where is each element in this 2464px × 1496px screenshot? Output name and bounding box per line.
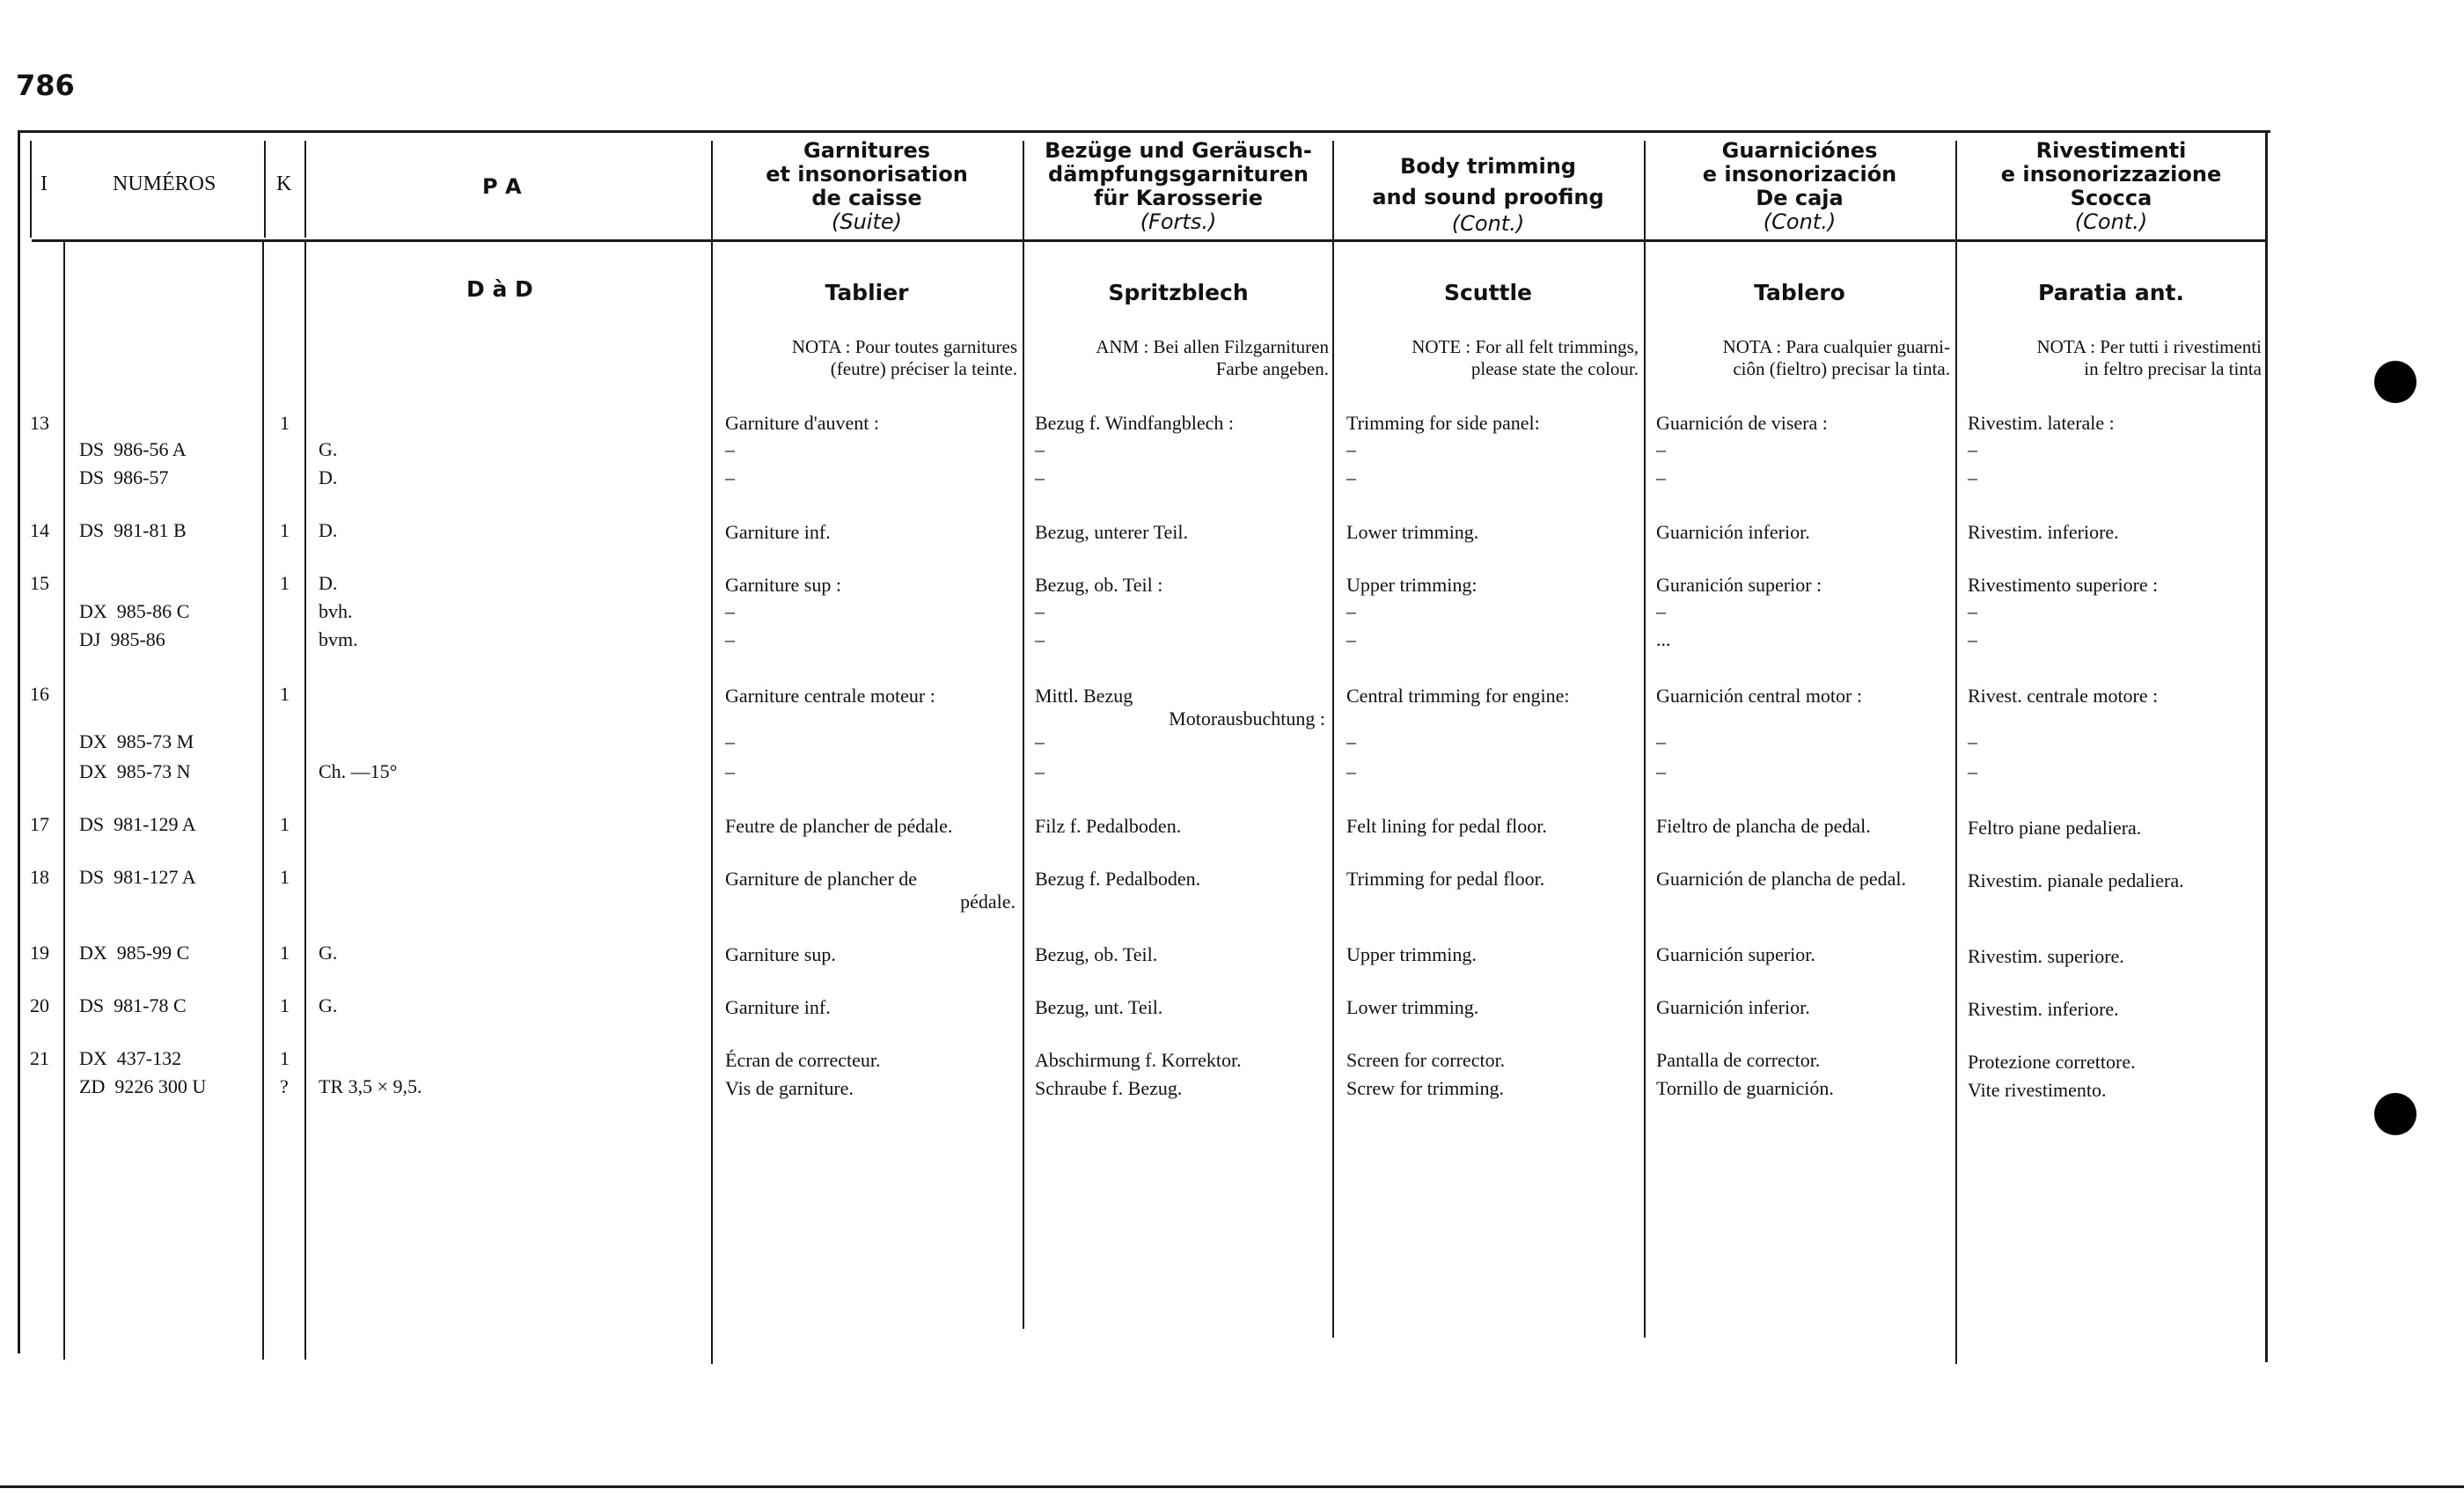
cell-quantity: 1 (280, 866, 290, 888)
cell-spanish: – (1656, 600, 1666, 622)
note-spanish: NOTA : Para cualquier guarni- ciôn (fieltro) precisar la tinta. (1722, 336, 1950, 379)
column-header-spanish: Guarniciónes e insonorización De caja (Cont.) (1702, 138, 1897, 234)
cell-part-number: DX 985-86 C (79, 600, 190, 622)
cell-french: Garniture centrale moteur : (725, 685, 935, 707)
cell-english: Felt lining for pedal floor. (1346, 815, 1547, 837)
cell-spanish: – (1656, 760, 1666, 782)
cell-quantity: 1 (280, 813, 290, 835)
cell-french: Garniture sup : (725, 574, 841, 596)
cell-pa: D. (319, 466, 338, 488)
cell-german: Bezug, ob. Teil. (1035, 943, 1158, 965)
cell-french: Garniture de plancher de pédale. (725, 868, 1016, 913)
cell-part-number: DX 985-99 C (79, 942, 190, 964)
cell-german: Filz f. Pedalboden. (1035, 815, 1182, 837)
cell-german: Bezug f. Pedalboden. (1035, 868, 1201, 890)
column-header-english: Body trimming and sound proofing (Cont.) (1372, 154, 1604, 236)
cell-spanish: Fieltro de plancha de pedal. (1656, 815, 1871, 837)
cell-french: Vis de garniture. (725, 1077, 854, 1099)
cell-quantity: ? (280, 1075, 289, 1097)
cell-english: Upper trimming: (1346, 574, 1478, 596)
cell-part-number: DS 981-129 A (79, 813, 196, 835)
column-header-french: Garnitures et insonorisation de caisse (Suite) (766, 138, 968, 234)
cell-pa: bvm. (319, 628, 358, 650)
cell-italian: – (1968, 730, 1977, 752)
cell-part-number: DX 985-73 N (79, 760, 191, 782)
cell-italian: Feltro piane pedaliera. (1968, 817, 2142, 839)
cell-french: – (725, 628, 735, 650)
cell-quantity: 1 (280, 412, 290, 434)
cell-french: – (725, 730, 735, 752)
cell-english: – (1346, 730, 1356, 752)
cell-german: Schraube f. Bezug. (1035, 1077, 1183, 1099)
cell-pa: G. (319, 994, 338, 1016)
section-pa-title: D à D (466, 276, 533, 302)
cell-spanish: Guarnición central motor : (1656, 685, 1862, 707)
cell-italian: – (1968, 438, 1977, 460)
column-header-numeros: NUMÉROS (113, 172, 216, 195)
cell-english: Trimming for side panel: (1346, 412, 1540, 434)
cell-pa: Ch. —15° (319, 760, 398, 782)
cell-quantity: 1 (280, 1047, 290, 1069)
cell-quantity: 1 (280, 519, 290, 541)
cell-english: Screen for corrector. (1346, 1049, 1506, 1071)
note-italian: NOTA : Per tutti i rivestimenti in feltro precisar la tinta (2036, 336, 2262, 379)
cell-german: Abschirmung f. Korrektor. (1035, 1049, 1242, 1071)
cell-index: 14 (30, 519, 49, 541)
cell-german: – (1035, 730, 1045, 752)
note-french: NOTA : Pour toutes garnitures (feutre) préciser la teinte. (791, 336, 1017, 379)
cell-french: Garniture sup. (725, 943, 836, 965)
cell-pa: TR 3,5 × 9,5. (319, 1075, 422, 1097)
cell-italian: Rivest. centrale motore : (1968, 685, 2159, 707)
cell-spanish: Guarnición superior. (1656, 943, 1815, 965)
cell-french: Garniture inf. (725, 521, 831, 543)
cell-english: – (1346, 760, 1356, 782)
cell-german: – (1035, 600, 1045, 622)
cell-part-number: DS 981-81 B (79, 519, 187, 541)
cell-index: 17 (30, 813, 49, 835)
cell-index: 21 (30, 1047, 49, 1069)
cell-quantity: 1 (280, 572, 290, 594)
cell-italian: Rivestim. inferiore. (1968, 521, 2119, 543)
cell-spanish: Pantalla de corrector. (1656, 1049, 1821, 1071)
cell-part-number: DJ 985-86 (79, 628, 165, 650)
cell-pa: D. (319, 519, 338, 541)
column-header-italian: Rivestimenti e insonorizzazione Scocca (Cont.) (2000, 138, 2222, 234)
cell-quantity: 1 (280, 942, 290, 964)
cell-german: – (1035, 438, 1045, 460)
cell-italian: – (1968, 760, 1977, 782)
cell-italian: Rivestim. superiore. (1968, 945, 2124, 967)
cell-italian: – (1968, 628, 1977, 650)
cell-pa: bvh. (319, 600, 353, 622)
cell-part-number: DS 981-78 C (79, 994, 187, 1016)
cell-index: 13 (30, 412, 49, 434)
cell-english: Lower trimming. (1346, 996, 1479, 1018)
cell-italian: – (1968, 600, 1977, 622)
cell-italian: Rivestim. inferiore. (1968, 998, 2119, 1020)
cell-spanish: Guarnición inferior. (1656, 521, 1810, 543)
cell-spanish: – (1656, 466, 1666, 488)
cell-part-number: ZD 9226 300 U (79, 1075, 207, 1097)
cell-pa: G. (319, 942, 338, 964)
cell-german: – (1035, 628, 1045, 650)
cell-german: Bezug, ob. Teil : (1035, 574, 1163, 596)
cell-german: Bezug f. Windfangblech : (1035, 412, 1234, 434)
cell-index: 15 (30, 572, 49, 594)
cell-spanish: – (1656, 438, 1666, 460)
cell-english: – (1346, 628, 1356, 650)
cell-german: Bezug, unt. Teil. (1035, 996, 1163, 1018)
section-title-english: Scuttle (1443, 280, 1533, 305)
cell-french: – (725, 600, 735, 622)
cell-english: – (1346, 466, 1356, 488)
cell-spanish: ... (1656, 628, 1671, 650)
cell-french: Feutre de plancher de pédale. (725, 815, 953, 837)
cell-quantity: 1 (280, 683, 290, 705)
cell-italian: – (1968, 466, 1977, 488)
cell-part-number: DS 986-57 (79, 466, 169, 488)
cell-french: Garniture d'auvent : (725, 412, 880, 434)
binder-hole-top (2374, 361, 2416, 403)
cell-italian: Protezione correttore. (1968, 1051, 2136, 1073)
cell-quantity: 1 (280, 994, 290, 1016)
column-header-k: K (276, 172, 292, 195)
section-title-italian: Paratia ant. (2038, 280, 2184, 305)
cell-french: Garniture inf. (725, 996, 831, 1018)
cell-part-number: DX 437-132 (79, 1047, 182, 1069)
cell-italian: Rivestimento superiore : (1968, 574, 2159, 596)
cell-spanish: Guranición superior : (1656, 574, 1822, 596)
cell-spanish: – (1656, 730, 1666, 752)
cell-pa: G. (319, 438, 338, 460)
column-header-i: I (40, 172, 48, 195)
column-header-german: Bezüge und Geräusch- dämpfungsgarnituren für Karosserie (Forts.) (1045, 138, 1312, 234)
cell-german: – (1035, 760, 1045, 782)
cell-french: – (725, 438, 735, 460)
cell-spanish: Tornillo de guarnición. (1656, 1077, 1834, 1099)
cell-spanish: Guarnición inferior. (1656, 996, 1810, 1018)
note-english: NOTE : For all felt trimmings, please state the colour. (1412, 336, 1639, 379)
cell-italian: Vite rivestimento. (1968, 1079, 2107, 1101)
cell-french: – (725, 760, 735, 782)
cell-spanish: Guarnición de plancha de pedal. (1656, 868, 1907, 890)
cell-german: Mittl. Bezug Motorausbuchtung : (1035, 685, 1325, 730)
cell-italian: Rivestim. laterale : (1968, 412, 2115, 434)
cell-part-number: DS 981-127 A (79, 866, 196, 888)
cell-english: Trimming for pedal floor. (1346, 868, 1545, 890)
cell-part-number: DX 985-73 M (79, 730, 194, 752)
section-title-french: Tablier (825, 280, 909, 305)
section-title-german: Spritzblech (1108, 280, 1249, 305)
cell-french: Écran de correcteur. (725, 1049, 881, 1071)
binder-hole-bottom (2374, 1093, 2416, 1135)
cell-part-number: DS 986-56 A (79, 438, 187, 460)
cell-french: – (725, 466, 735, 488)
cell-english: – (1346, 438, 1356, 460)
cell-italian: Rivestim. pianale pedaliera. (1968, 869, 2184, 891)
page-number: 786 (16, 69, 75, 102)
cell-english: Upper trimming. (1346, 943, 1477, 965)
cell-index: 16 (30, 683, 49, 705)
cell-pa: D. (319, 572, 338, 594)
cell-index: 18 (30, 866, 49, 888)
column-header-pa: P A (482, 174, 522, 199)
cell-english: Central trimming for engine: (1346, 685, 1570, 707)
cell-german: – (1035, 466, 1045, 488)
cell-spanish: Guarnición de visera : (1656, 412, 1828, 434)
note-german: ANM : Bei allen Filzgarnituren Farbe angeben. (1096, 336, 1329, 379)
cell-english: Screw for trimming. (1346, 1077, 1505, 1099)
cell-english: – (1346, 600, 1356, 622)
cell-index: 20 (30, 994, 49, 1016)
cell-german: Bezug, unterer Teil. (1035, 521, 1188, 543)
cell-index: 19 (30, 942, 49, 964)
cell-english: Lower trimming. (1346, 521, 1479, 543)
section-title-spanish: Tablero (1754, 280, 1845, 305)
